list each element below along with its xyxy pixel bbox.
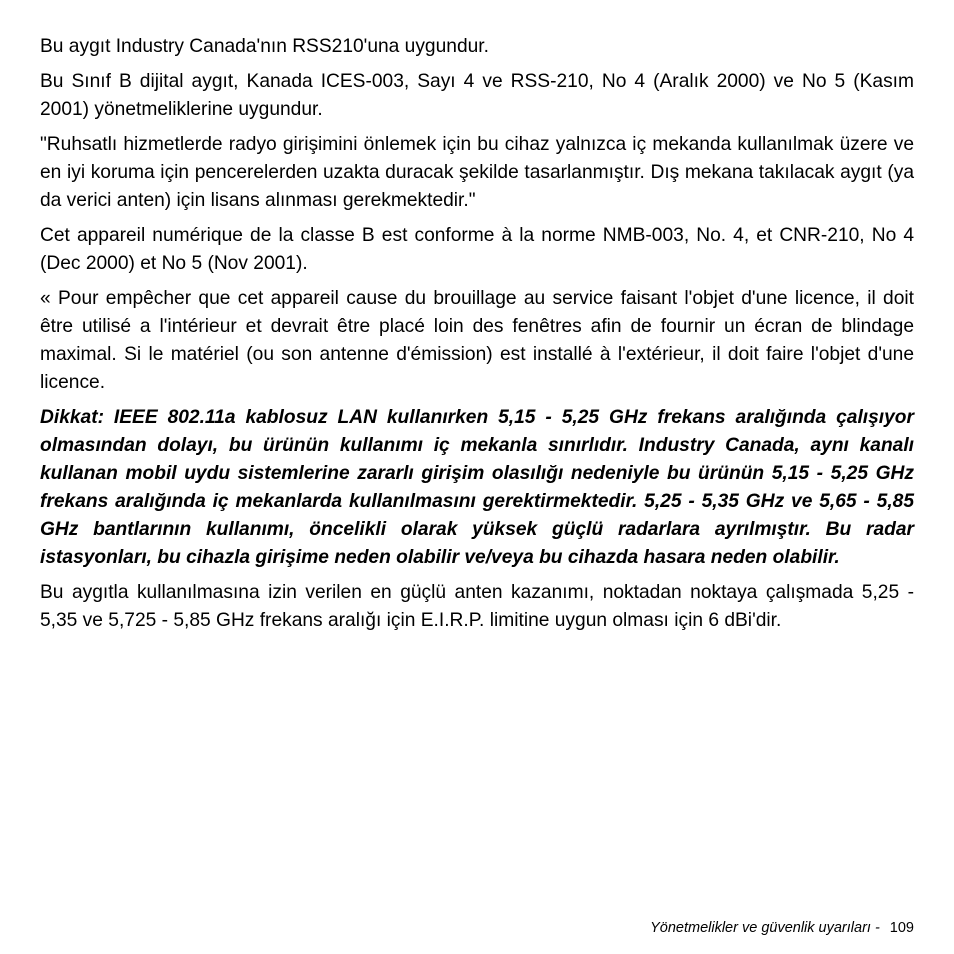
paragraph-ices003: Bu Sınıf B dijital aygıt, Kanada ICES-003, Sayı 4 ve RSS-210, No 4 (Aralık 2000) ve No 5 (Kasım 2001) yönetmeliklerine uygundur. [40,71,914,120]
paragraph-nmb003-fr: Cet appareil numérique de la classe B est conforme à la norme NMB-003, No. 4, et CNR-210, No 4 (Dec 2000) et No 5 (Nov 2001). [40,225,914,274]
paragraph-antenna-gain: Bu aygıtla kullanılmasına izin verilen en güçlü anten kazanımı, noktadan noktaya çalışmada 5,25 - 5,35 ve 5,725 - 5,85 GHz frekans aralığı için E.I.R.P. limitine uygun olması için 6 dBi'dir. [40,582,914,631]
paragraph-rss210: Bu aygıt Industry Canada'nın RSS210'una uygundur. [40,36,489,57]
paragraph-licence-fr: « Pour empêcher que cet appareil cause du brouillage au service faisant l'objet d'une licence, il doit être utilisé a l'intérieur et devrait être placé loin des fenêtres afin de fournir un écran de blindage maximal. Si le matériel (ou son antenne d'émission) est installé à l'extérieur, il doit faire l'objet d'une licence. [40,288,914,393]
footer-section-title: Yönetmelikler ve güvenlik uyarıları - [650,920,880,936]
paragraph-warning: Dikkat: IEEE 802.11a kablosuz LAN kullanırken 5,15 - 5,25 GHz frekans aralığında çalışıyor olmasından dolayı, bu ürünün kullanımı iç mekanla sınırlıdır. Industry Canada, aynı kanalı kullanan mobil uydu sistemlerine zararlı girişim olasılığı nedeniyle bu ürünün 5,15 - 5,25 GHz frekans aralığında iç mekanlarda kullanılmasını gerektirmektedir. 5,25 - 5,35 GHz ve 5,65 - 5,85 GHz bantlarının kullanımı, öncelikli olarak yüksek güçlü radarlara ayrılmıştır. Bu radar istasyonları, bu cihazla girişime neden olabilir ve/veya bu cihazda hasara neden olabilir. [40,407,914,568]
document-body [40,33,914,642]
page-number: 109 [889,920,914,936]
page-footer [650,918,914,938]
paragraph-licensed-services-tr: "Ruhsatlı hizmetlerde radyo girişimini önlemek için bu cihaz yalnızca iç mekanda kullanılmak üzere ve en iyi koruma için pencerelerden uzakta duracak şekilde tasarlanmıştır. Dış mekana takılacak aygıt (ya da verici anten) için lisans alınması gerekmektedir." [40,134,914,211]
